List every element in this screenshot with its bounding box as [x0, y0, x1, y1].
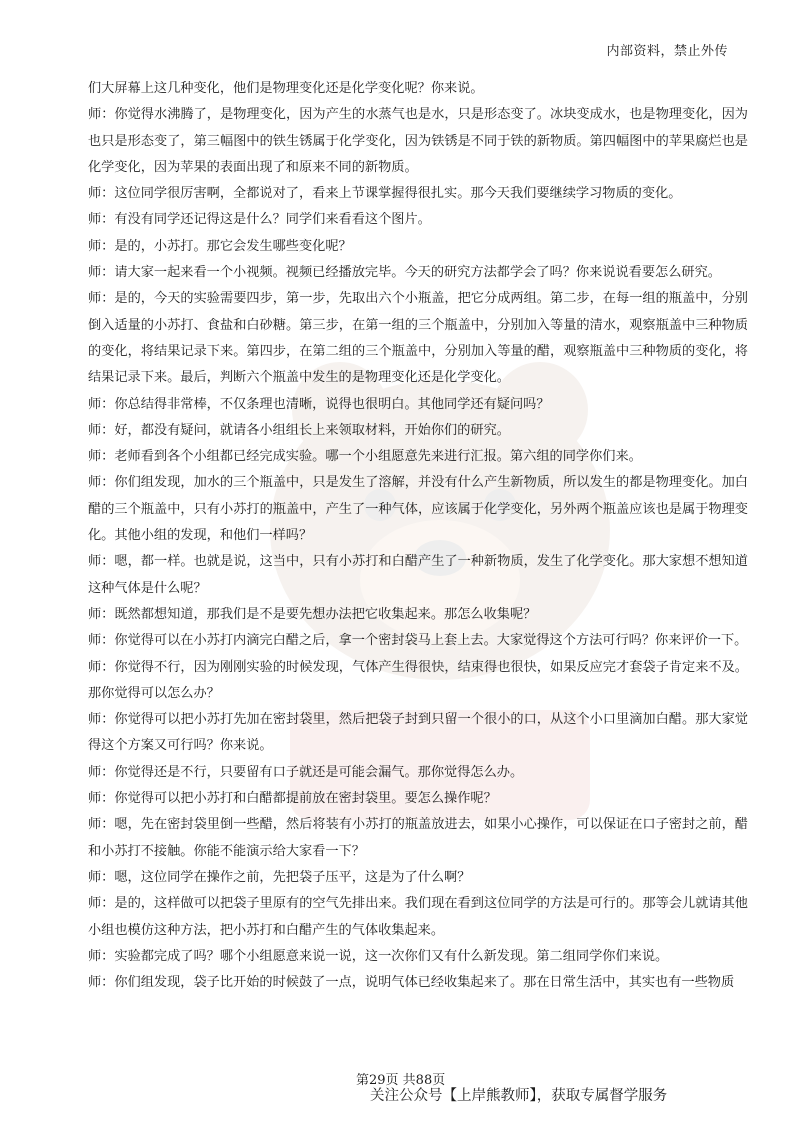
page-number: 第29页 共88页: [356, 1073, 446, 1088]
paragraph: 师：你总结得非常棒，不仅条理也清晰，说得也很明白。其他同学还有疑问吗？: [88, 396, 550, 412]
paragraph: 师：你们组发现，加水的三个瓶盖中，只是发生了溶解，并没有什么产生新物质，所以发生的都是物理变化。加白醋的三个瓶盖中，只有小苏打的瓶盖中，产生了一种气体，应该属于化学变化，另外两个瓶盖应该也是属于物理变化。其他小组的发现，和他们一样吗？: [88, 475, 748, 544]
promo-text: 关注公众号【上岸熊教师】，获取专属督学服务: [370, 1088, 668, 1104]
paragraph: 师：嗯，这位同学在操作之前，先把袋子压平，这是为了什么啊？: [88, 869, 471, 885]
paragraph: 师：你觉得还是不行，只要留有口子就还是可能会漏气。那你觉得怎么办。: [88, 764, 524, 780]
paragraph: 师：既然都想知道，那我们是不是要先想办法把它收集起来。那怎么收集呢？: [88, 606, 537, 622]
paragraph: 师：是的，今天的实验需要四步，第一步，先取出六个小瓶盖，把它分成两组。第二步，在每一组的瓶盖中，分别倒入适量的小苏打、食盐和白砂糖。第三步，在第一组的三个瓶盖中，分别加入等量的清水，观察瓶盖中三种物质的变化，将结果记录下来。第四步，在第二组的三个瓶盖中，分别加入等量的醋，观察瓶盖中三种物质的变化，将结果记录下来。最后，判断六个瓶盖中发生的是物理变化还是化学变化。: [88, 291, 748, 386]
paragraph: 师：有没有同学还记得这是什么？同学们来看看这个图片。: [88, 212, 431, 228]
paragraph: 师：好，都没有疑问，就请各小组组长上来领取材料，开始你们的研究。: [88, 422, 510, 438]
paragraph: 师：是的，这样做可以把袋子里原有的空气先排出来。我们现在看到这位同学的方法是可行的。那等会儿就请其他小组也模仿这种方法，把小苏打和白醋产生的气体收集起来。: [88, 896, 748, 938]
paragraph: 师：嗯，都一样。也就是说，这当中，只有小苏打和白醋产生了一种新物质，发生了化学变化。那大家想不想知道这种气体是什么呢？: [88, 554, 748, 596]
paragraph: 师：你觉得可以把小苏打和白醋都提前放在密封袋里。要怎么操作呢？: [88, 791, 497, 807]
paragraph: 师：你觉得可以在小苏打内滴完白醋之后，拿一个密封袋马上套上去。大家觉得这个方法可行吗？你来评价一下。: [88, 633, 748, 649]
paragraph: 师：请大家一起来看一个小视频。视频已经播放完毕。今天的研究方法都学会了吗？你来说说看要怎么研究。: [88, 265, 721, 281]
paragraph: 师：你觉得可以把小苏打先加在密封袋里，然后把袋子封到只留一个很小的口，从这个小口里滴加白醋。那大家觉得这个方案又可行吗？你来说。: [88, 712, 748, 754]
transcript-body: [88, 76, 748, 996]
paragraph: 们大屏幕上这几种变化，他们是物理变化还是化学变化呢？你来说。: [88, 81, 484, 96]
paragraph: 师：你觉得不行，因为刚刚实验的时候发现，气体产生得很快，结束得也很快，如果反应完才套袋子肯定来不及。那你觉得可以怎么办？: [88, 659, 748, 701]
paragraph: 师：老师看到各个小组都已经完成实验。哪一个小组愿意先来进行汇报。第六组的同学你们来。: [88, 449, 642, 465]
paragraph: 师：你觉得水沸腾了，是物理变化，因为产生的水蒸气也是水，只是形态变了。冰块变成水，也是物理变化，因为也只是形态变了，第三幅图中的铁生锈属于化学变化，因为铁锈是不同于铁的新物质。第四幅图中的苹果腐烂也是化学变化，因为苹果的表面出现了和原来不同的新物质。: [88, 107, 748, 175]
header-note: 内部资料，禁止外传: [606, 44, 728, 59]
paragraph: 师：是的，小苏打。那它会发生哪些变化呢？: [88, 238, 352, 254]
paragraph: 师：这位同学很厉害啊，全都说对了，看来上节课掌握得很扎实。那今天我们要继续学习物质的变化。: [88, 186, 682, 202]
paragraph: 师：你们组发现，袋子比开始的时候鼓了一点，说明气体已经收集起来了。那在日常生活中，其实也有一些物质: [88, 975, 735, 991]
paragraph: 师：嗯，先在密封袋里倒一些醋，然后将装有小苏打的瓶盖放进去，如果小心操作，可以保证在口子密封之前，醋和小苏打不接触。你能不能演示给大家看一下？: [88, 817, 748, 859]
paragraph: 师：实验都完成了吗？哪个小组愿意来说一说，这一次你们又有什么新发现。第二组同学你们来说。: [88, 948, 669, 964]
